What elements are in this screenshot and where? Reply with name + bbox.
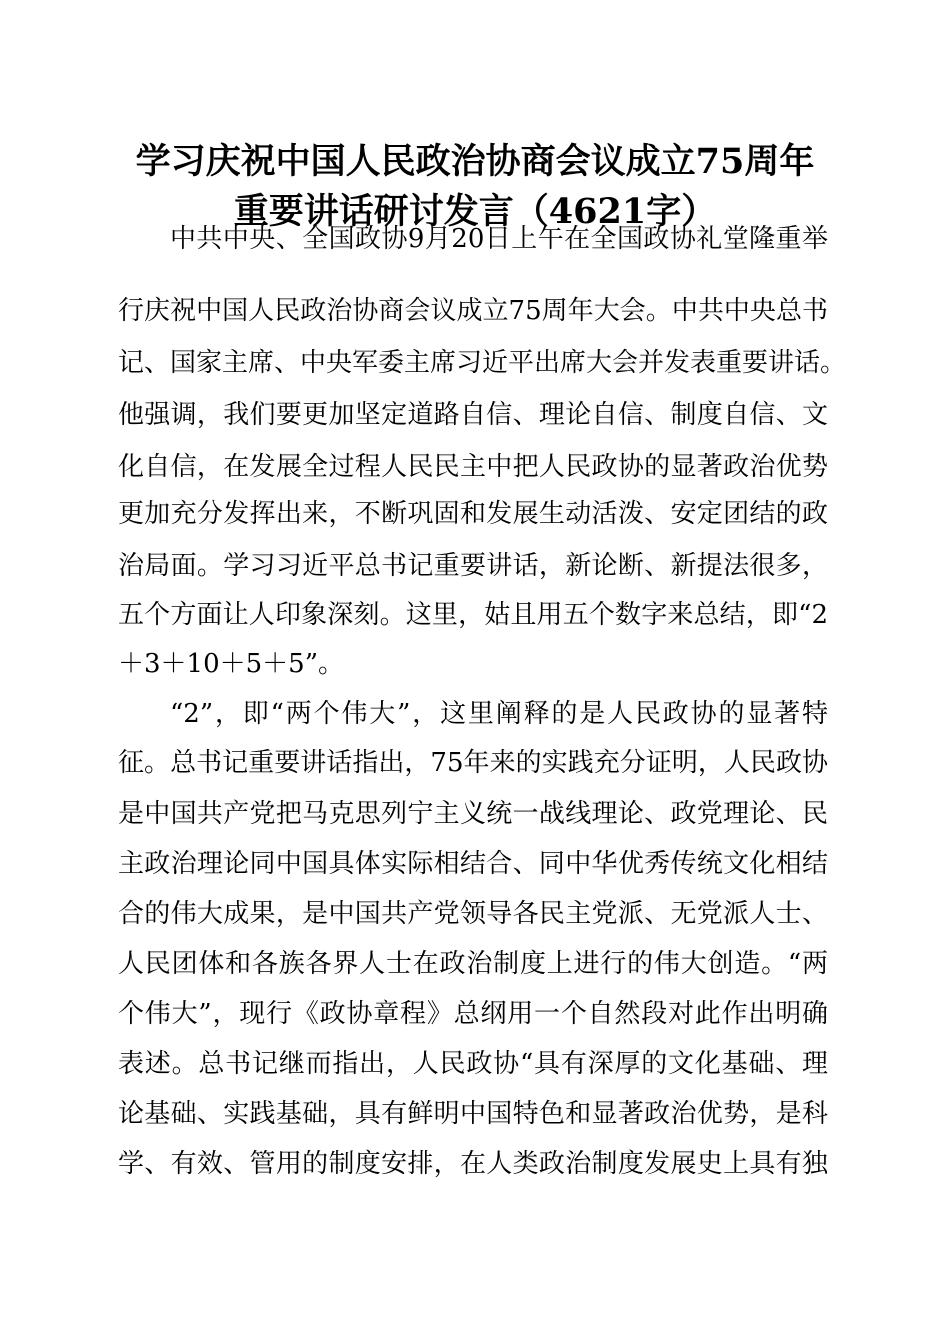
paragraph-2-line: “2”，即“两个伟大”，这里阐释的是人民政协的显著特 <box>170 699 828 729</box>
paragraph-1-line: 中共中央、全国政协9月20日上午在全国政协礼堂隆重举 <box>170 224 828 254</box>
paragraph-1-line: 化自信，在发展全过程人民民主中把人民政协的显著政治优势 <box>118 452 828 482</box>
paragraph-1-line: ＋3＋10＋5＋5”。 <box>118 649 345 679</box>
document-title-line-1: 学习庆祝中国人民政治协商会议成立75周年 <box>135 141 815 182</box>
paragraph-1-line: 五个方面让人印象深刻。这里，姑且用五个数字来总结，即“2 <box>118 600 828 630</box>
paragraph-2-line: 人民团体和各族各界人士在政治制度上进行的伟大创造。“两 <box>118 949 828 979</box>
paragraph-2-line: 学、有效、管用的制度安排，在人类政治制度发展史上具有独 <box>118 1149 828 1179</box>
paragraph-1-line: 更加充分发挥出来，不断巩固和发展生动活泼、安定团结的政 <box>118 499 828 529</box>
paragraph-2-line: 个伟大”，现行《政协章程》总纲用一个自然段对此作出明确 <box>118 999 828 1029</box>
paragraph-1-line: 记、国家主席、中央军委主席习近平出席大会并发表重要讲话。 <box>118 348 847 378</box>
paragraph-2-line: 主政治理论同中国具体实际相结合、同中华优秀传统文化相结 <box>118 849 828 879</box>
paragraph-2-line: 是中国共产党把马克思列宁主义统一战线理论、政党理论、民 <box>118 799 828 829</box>
paragraph-2-line: 表述。总书记继而指出，人民政协“具有深厚的文化基础、理 <box>118 1049 828 1079</box>
paragraph-1-line: 治局面。学习习近平总书记重要讲话，新论断、新提法很多， <box>118 551 828 581</box>
paragraph-2-line: 征。总书记重要讲话指出，75年来的实践充分证明，人民政协 <box>118 748 828 778</box>
paragraph-2-line: 合的伟大成果，是中国共产党领导各民主党派、无党派人士、 <box>118 899 828 929</box>
document-title-line-2: 重要讲话研讨发言（4621字） <box>233 191 717 232</box>
paragraph-1-line: 他强调，我们要更加坚定道路自信、理论自信、制度自信、文 <box>118 400 828 430</box>
paragraph-2-line: 论基础、实践基础，具有鲜明中国特色和显著政治优势，是科 <box>118 1099 828 1129</box>
paragraph-1-line: 行庆祝中国人民政治协商会议成立75周年大会。中共中央总书 <box>118 296 828 326</box>
